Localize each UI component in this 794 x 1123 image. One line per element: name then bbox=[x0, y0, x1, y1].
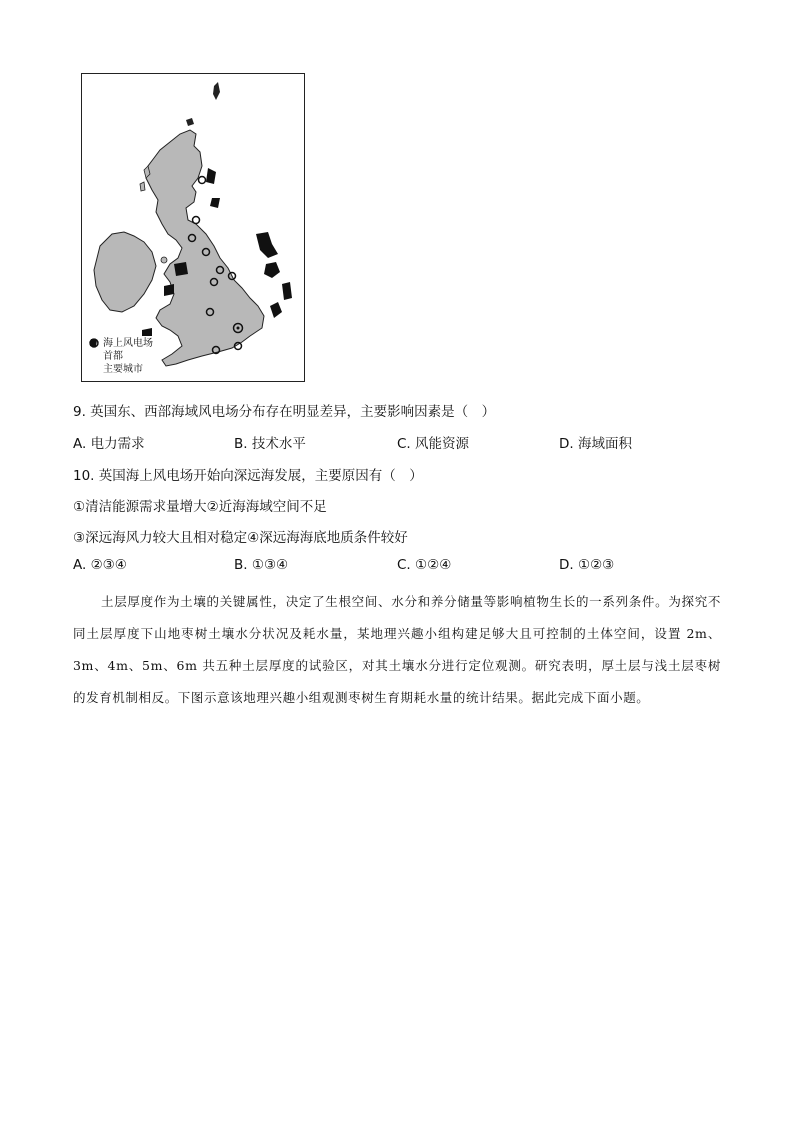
question-10-option-a[interactable]: A. ②③④ bbox=[73, 557, 127, 573]
city-icon bbox=[199, 177, 206, 184]
capital-icon bbox=[88, 351, 100, 363]
uk-map-figure bbox=[81, 73, 305, 382]
city-icon bbox=[88, 364, 100, 376]
reading-passage: 土层厚度作为土壤的关键属性，决定了生根空间、水分和养分储量等影响植物生长的一系列条件。为探究不同土层厚度下山地枣树土壤水分状况及耗水量，某地理兴趣小组构建足够大且可控制的土体空间，设置 2m、3m、4m、5m、6m 共五种土层厚度的试验区，对其土壤水分进行定位观测。研究表明，厚土层与浅土层枣树的发育机制相反。下图示意该地理兴趣小组观测枣树生育期耗水量的统计结果。据此完成下面小题。 bbox=[73, 594, 721, 705]
island bbox=[186, 118, 194, 126]
wind-farm-icon bbox=[210, 198, 220, 208]
legend-item-capital bbox=[88, 350, 153, 363]
question-9-option-c[interactable]: C. 风能资源 bbox=[397, 436, 470, 452]
island bbox=[161, 257, 167, 263]
city-icon bbox=[193, 217, 200, 224]
question-10-option-b[interactable]: B. ①③④ bbox=[234, 557, 289, 573]
island bbox=[213, 82, 220, 100]
question-9-stem: 9. 英国东、西部海域风电场分布存在明显差异，主要影响因素是（ ） bbox=[73, 404, 496, 420]
wind-farm-icon bbox=[256, 232, 278, 258]
wind-farm-icon bbox=[264, 262, 280, 278]
question-10-statements-1: ①清洁能源需求量增大②近海海域空间不足 bbox=[73, 499, 327, 515]
question-10-option-c[interactable]: C. ①②④ bbox=[397, 557, 452, 573]
wind-farm-icon bbox=[206, 168, 216, 184]
question-9-option-a[interactable]: A. 电力需求 bbox=[73, 436, 145, 452]
question-9-option-b[interactable]: B. 技术水平 bbox=[234, 436, 306, 452]
ireland-landmass bbox=[94, 232, 156, 312]
legend-label: 主要城市 bbox=[103, 364, 143, 375]
island bbox=[140, 182, 145, 191]
wind-farm-icon bbox=[164, 284, 174, 296]
wind-farm-icon bbox=[270, 302, 282, 318]
wind-farm-icon bbox=[174, 262, 188, 276]
question-10-statements-2: ③深远海风力较大且相对稳定④深远海海底地质条件较好 bbox=[73, 530, 408, 546]
question-10-stem: 10. 英国海上风电场开始向深远海发展，主要原因有（ ） bbox=[73, 468, 423, 484]
question-10-option-d[interactable]: D. ①②③ bbox=[559, 557, 615, 573]
wind-farm-icon bbox=[282, 282, 292, 300]
map-legend bbox=[88, 337, 153, 376]
question-9-option-d[interactable]: D. 海域面积 bbox=[559, 436, 632, 452]
legend-item-city bbox=[88, 363, 153, 376]
legend-label: 海上风电场 bbox=[103, 338, 153, 349]
wind-farm-icon bbox=[142, 328, 152, 336]
legend-label: 首都 bbox=[103, 351, 123, 362]
